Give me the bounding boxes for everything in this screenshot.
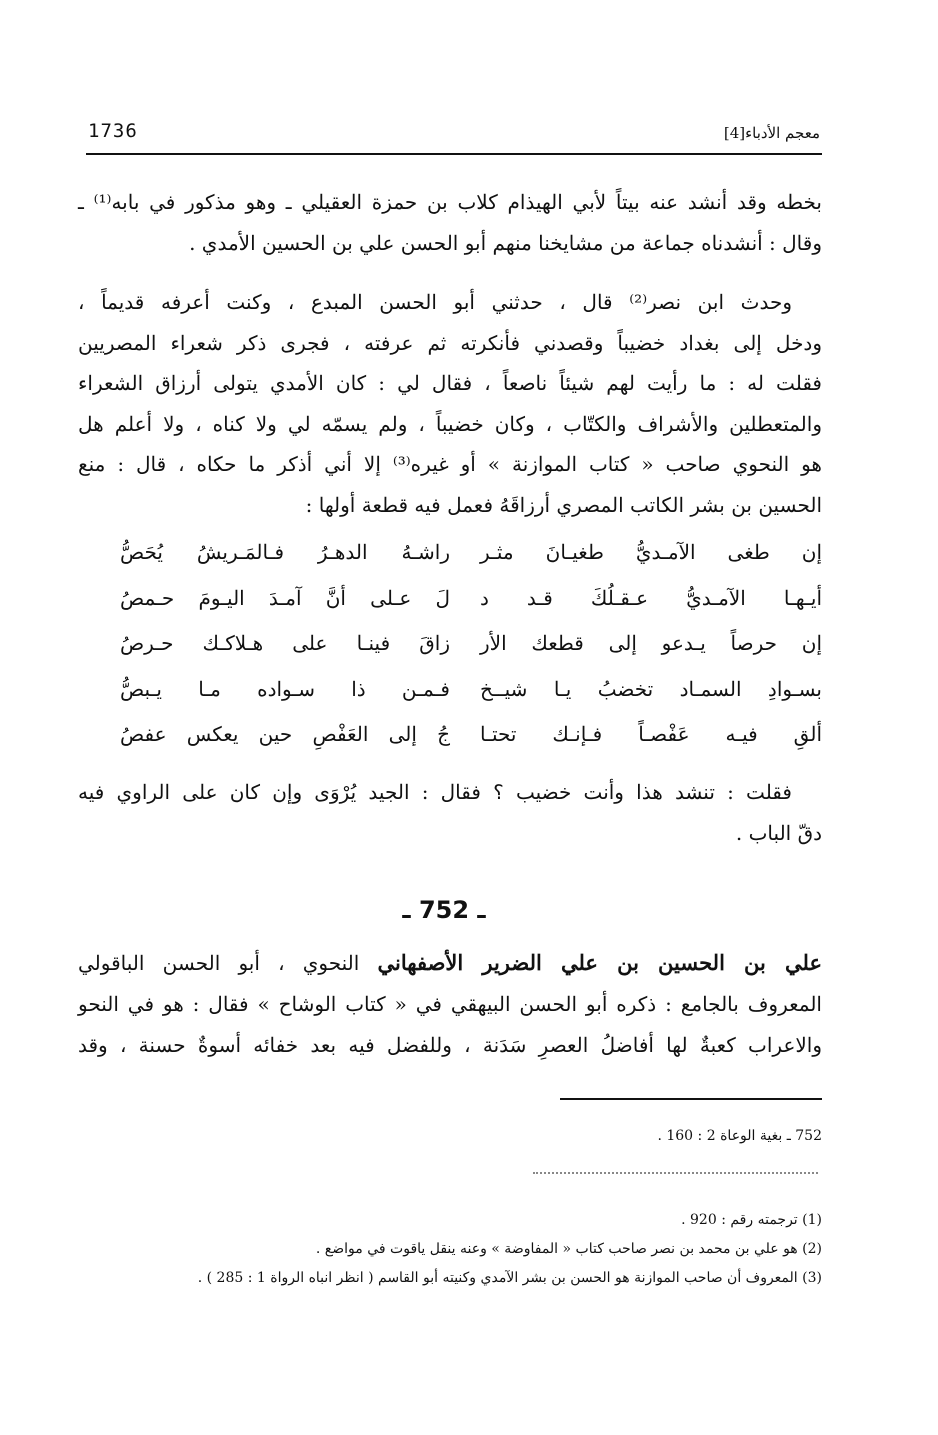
entry-name: علي بن الحسين بن علي الضرير الأصفهاني — [377, 950, 823, 975]
second-paragraph — [78, 282, 822, 525]
text-line: وحدث ابن نصر⁽²⁾ قال ، حدثني أبو الحسن المبدع ، وكنت أعرفه قديماً ، — [78, 290, 792, 314]
verse — [78, 540, 822, 586]
verse-second-hemistich: فـمـن ذا سـواده مـا يـبصُّ — [120, 676, 450, 701]
page-number: 1736 — [88, 120, 138, 142]
footnote-source: 752 ـ بغية الوعاة 2 : 160 . — [657, 1128, 822, 1144]
footnotes — [78, 1206, 822, 1293]
footnote-rule — [560, 1098, 822, 1100]
entry-body — [78, 942, 822, 1066]
poem — [78, 540, 822, 768]
page-header — [88, 118, 820, 154]
text-line: المعروف بالجامع : ذكره أبو الحسن البيهقي في « كتاب الوشاح » فقال : هو في النحو — [78, 992, 822, 1016]
footnote: (3) المعروف أن صاحب الموازنة هو الحسن بن بشر الآمدي وكنيته أبو القاسم ( انظر انباه الرواة 1 : 285 ) . — [197, 1270, 822, 1286]
text-line: بخطه وقد أنشد عنه بيتاً لأبي الهيذام كلاب بن حمزة العقيلي ـ وهو مذكور في بابه⁽¹⁾ ـ — [78, 190, 822, 214]
text-line: دقّ الباب . — [735, 820, 822, 845]
footnote: (2) هو علي بن محمد بن نصر صاحب كتاب « المفاوضة » وعنه ينقل ياقوت في مواضع . — [315, 1241, 822, 1257]
verse-second-hemistich: راشـهُ الدهـرُ فـالمَـريشُ يُحَصُّ — [120, 540, 450, 564]
text-line: فقلت له : ما رأيت لهم شيئاً ناصعاً ، فقال لي : كان الأمدي يتولى أرزاق الشعراء — [78, 371, 822, 395]
text-line: وقال : أنشدناه جماعة من مشايخنا منهم أبو الحسن علي بن الحسين الأمدي . — [189, 230, 822, 255]
entry-first-line — [78, 942, 822, 984]
entry-number: ـ 752 ـ — [402, 896, 486, 924]
verse — [78, 586, 822, 632]
verse-first-hemistich: بسـوادِ السمـاد تخضبُ يـا شيــخ — [480, 676, 822, 701]
verse-first-hemistich: أيـهـا الآمـديُّ عـقـلُكَ قـد د — [480, 585, 822, 610]
dotted-separator — [533, 1172, 818, 1174]
verse — [78, 677, 822, 723]
verse-first-hemistich: إن طغى الآمـديُّ طغيـانَ مثـر — [480, 540, 822, 564]
header-rule — [86, 153, 822, 155]
text-line: ودخل إلى بغداد خضيباً وقصدني فأنكرته ثم عرفته ، فجرى ذكر شعراء المصريين — [78, 330, 822, 355]
verse-second-hemistich: لَ عـلى أنَّ آمـدَ اليـومَ حـمصُ — [120, 585, 450, 610]
text-line: والاعراب كعبةٌ لها أفاضلُ العصرِ سَدَنة ، وللفضل فيه بعد خفائه أسوةٌ حسنة ، وقد — [78, 1033, 822, 1057]
verse-second-hemistich: جُ إلى العَفْصِ حين يعكس عفصُ — [120, 722, 450, 746]
text-line: والمتعطلين والأشراف والكتّاب ، وكان خضيباً ، ولم يسمّه لي ولا كناه ، ولا أعلم هل — [78, 411, 822, 436]
text-line: الحسين بن بشر الكاتب المصري أرزاقَهُ فعمل فيه قطعة أولها : — [305, 492, 822, 517]
verse-first-hemistich: إن حرصاً يـدعو إلى قطعك الأر — [480, 631, 822, 655]
verse — [78, 631, 822, 677]
text-line: هو النحوي صاحب « كتاب الموازنة » أو غيره⁽³⁾ إلا أني أذكر ما حكاه ، قال : منع — [78, 452, 822, 476]
entry-first-line-rest: النحوي ، أبو الحسن الباقولي — [78, 951, 378, 975]
closing-paragraph — [78, 772, 822, 853]
top-paragraph — [78, 182, 822, 263]
running-title: معجم الأدباء[4] — [723, 124, 820, 142]
verse-first-hemistich: ألقِ فيـه عَفْصـاً فـإنـك تحتـا — [480, 722, 822, 746]
verse-second-hemistich: زاقَ فينـا على هـلاكـك حـرصُ — [120, 631, 450, 655]
text-line: فقلت : تنشد هذا وأنت خضيب ؟ فقال : الجيد يُرْوَى وإن كان على الراوي فيه — [78, 780, 792, 804]
footnote: (1) ترجمته رقم : 920 . — [681, 1212, 822, 1228]
verse — [78, 722, 822, 768]
